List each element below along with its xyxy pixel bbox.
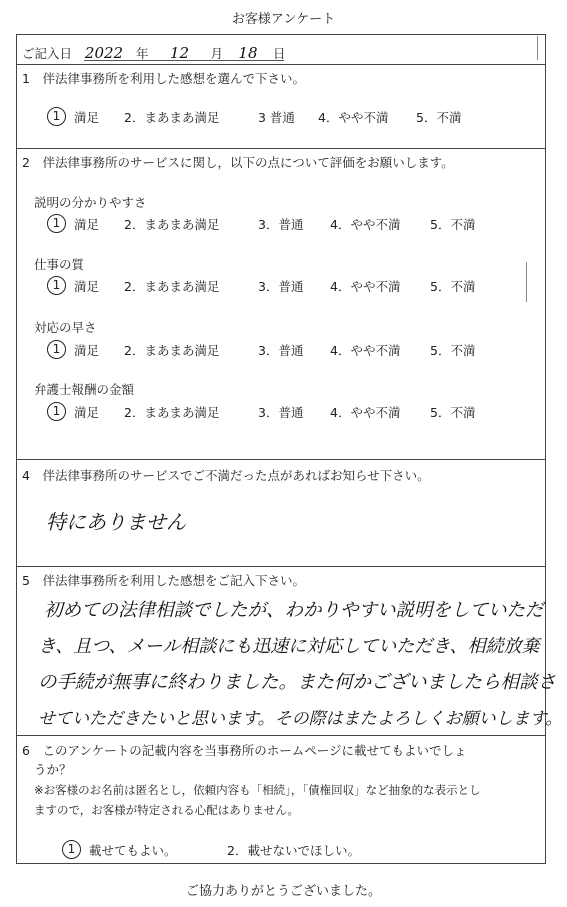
divider-q2	[16, 459, 546, 460]
q2-option-5: 5．不満	[430, 278, 476, 294]
q1-option-3: 3 普通	[258, 109, 295, 125]
q2-option-2: 2．まあまあ満足	[124, 278, 220, 294]
q1-question: 1 伴法律事務所を利用した感想を選んで下さい。	[22, 71, 305, 86]
divider-q1	[16, 148, 546, 149]
q2-option-1: 満足	[74, 216, 100, 232]
q1-options	[47, 107, 461, 126]
q1-option-5: 5．不満	[416, 109, 462, 125]
scan-mark-line	[526, 262, 527, 302]
q1-selected-circle: 1	[47, 107, 66, 126]
divider-q4	[16, 566, 546, 567]
q5-answer-line: の手続が無事に終わりました。また何かございましたら相談さ	[38, 672, 557, 693]
q2-option-4: 4．やや不満	[330, 342, 401, 358]
q2-item-label: 対応の早さ	[34, 320, 97, 335]
q2-option-5: 5．不満	[430, 342, 476, 358]
q1-option-2: 2．まあまあ満足	[124, 109, 220, 125]
q2-question: 2 伴法律事務所のサービスに関し，以下の点について評価をお願いします。	[22, 155, 454, 170]
q5-question: 5 伴法律事務所を利用した感想をご記入下さい。	[22, 573, 305, 588]
q6-options	[62, 840, 360, 859]
q5-answer-line: 初めての法律相談でしたが、わかりやすい説明をしていただ	[44, 600, 544, 621]
q6-selected-circle: 1	[62, 840, 81, 859]
q2-option-4: 4．やや不満	[330, 278, 401, 294]
q5-answer-line: き、且つ、メール相談にも迅速に対応していただき、相続放棄	[38, 636, 540, 657]
q2-option-1: 満足	[74, 342, 100, 358]
q2-item-label: 弁護士報酬の金額	[34, 382, 135, 397]
date-day: 18	[238, 44, 258, 62]
date-year-unit: 年	[135, 46, 149, 61]
q1-option-4: 4．やや不満	[318, 109, 389, 125]
q2-item-selected-circle: 1	[47, 340, 66, 359]
q2-option-3: 3．普通	[258, 216, 304, 232]
q2-item-label: 仕事の質	[34, 257, 85, 272]
date-year: 2022	[84, 44, 124, 62]
q2-item-selected-circle: 1	[47, 276, 66, 295]
survey-title: お客様アンケート	[231, 12, 336, 27]
q2-option-2: 2．まあまあ満足	[124, 216, 220, 232]
q4-answer: 特にありません	[46, 510, 186, 534]
date-month: 12	[169, 44, 190, 62]
q2-item-selected-circle: 1	[47, 402, 66, 421]
q2-option-3: 3．普通	[258, 404, 304, 420]
q6-option-1: 載せてもよい。	[89, 842, 177, 858]
q2-item-options	[47, 214, 475, 233]
q2-item-options	[47, 340, 475, 359]
q2-item-options	[47, 402, 475, 421]
date-underline	[84, 60, 284, 61]
q2-item-label: 説明の分かりやすさ	[34, 195, 147, 210]
q6-note-cont: ますので，お客様が特定される心配はありません。	[34, 803, 299, 817]
q2-option-3: 3．普通	[258, 342, 304, 358]
q2-item-selected-circle: 1	[47, 214, 66, 233]
q2-option-3: 3．普通	[258, 278, 304, 294]
q2-item-options	[47, 276, 475, 295]
q2-option-1: 満足	[74, 404, 100, 420]
q6-note: ※お客様のお名前は匿名とし，依頼内容も「相続」，「債権回収」など抽象的な表示とし	[34, 783, 481, 797]
date-month-unit: 月	[210, 46, 223, 61]
divider-date	[16, 64, 546, 65]
q6-option-2: 2．載せないでほしい。	[227, 842, 360, 858]
q2-option-1: 満足	[74, 278, 100, 294]
q5-answer-line: せていただきたいと思います。その際はまたよろしくお願いします。	[38, 709, 563, 729]
right-margin-line	[537, 36, 538, 60]
date-label: ご記入日	[22, 46, 73, 61]
q2-option-5: 5．不満	[430, 404, 476, 420]
q2-option-4: 4．やや不満	[330, 404, 401, 420]
q2-option-2: 2．まあまあ満足	[124, 404, 220, 420]
footer-thanks: ご協力ありがとうございました。	[185, 884, 381, 899]
q2-option-5: 5．不満	[430, 216, 476, 232]
divider-q5	[16, 735, 546, 736]
date-day-unit: 日	[272, 46, 286, 61]
q1-option-1: 満足	[74, 109, 100, 125]
q6-question: 6 このアンケートの記載内容を当事務所のホームページに載せてもよいでしょ	[22, 743, 467, 758]
q2-option-4: 4．やや不満	[330, 216, 401, 232]
q6-question-cont: うか？	[34, 762, 72, 777]
q4-question: 4 伴法律事務所のサービスでご不満だった点があればお知らせ下さい。	[22, 468, 430, 483]
q2-option-2: 2．まあまあ満足	[124, 342, 220, 358]
